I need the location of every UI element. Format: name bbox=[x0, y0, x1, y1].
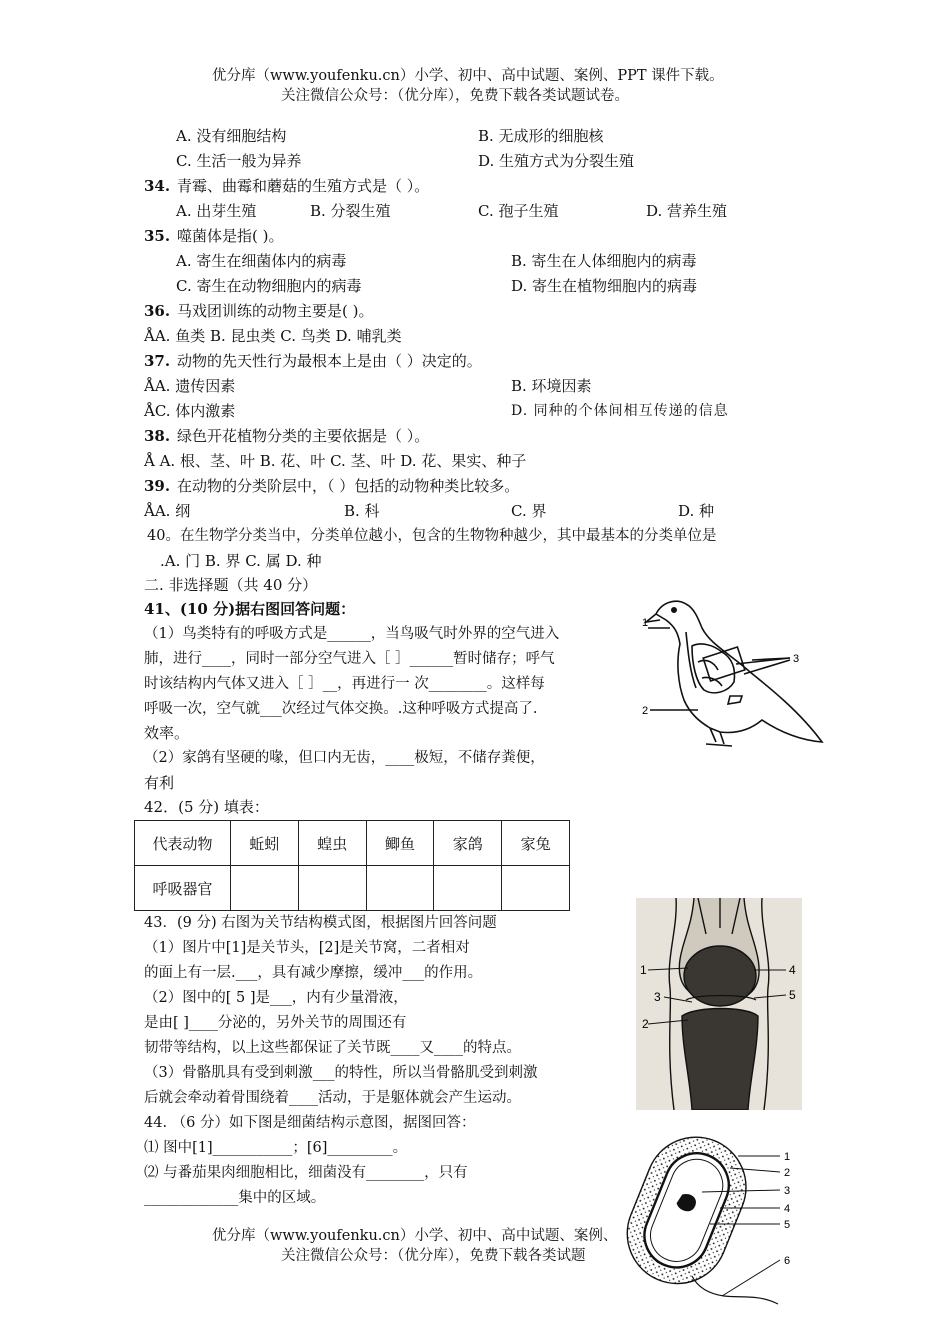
q39-option-d: D. 种 bbox=[678, 502, 715, 520]
q34-option-d: D. 营养生殖 bbox=[646, 202, 728, 220]
table-cell: 家鸽 bbox=[434, 821, 502, 866]
q33-option-c: C. 生活一般为异养 bbox=[176, 152, 302, 170]
table-cell[interactable] bbox=[366, 866, 434, 911]
bacterium-structure-figure bbox=[618, 1128, 800, 1306]
table-row bbox=[135, 821, 570, 866]
table-cell[interactable] bbox=[298, 866, 366, 911]
q40-options: .A. 门 B. 界 C. 属 D. 种 bbox=[160, 552, 322, 570]
q43-line-4: 是由[ ]____分泌的，另外关节的周围还有 bbox=[144, 1015, 407, 1031]
q41-title: 41、(10 分)据右图回答问题： bbox=[144, 600, 356, 618]
q41-line-4: 呼吸一次，空气就___次经过气体交换。.这种呼吸方式提高了. bbox=[144, 701, 538, 717]
q37-option-a: ÅA. 遗传因素 bbox=[144, 377, 236, 395]
q34-option-a: A. 出芽生殖 bbox=[176, 202, 257, 220]
q39-stem: 在动物的分类阶层中，（ ）包括的动物种类比较多。 bbox=[177, 477, 520, 495]
q39-option-c: C. 界 bbox=[511, 502, 547, 520]
q41-line-5: 效率。 bbox=[144, 724, 190, 742]
table-cell: 呼吸器官 bbox=[135, 866, 231, 911]
q33-option-d: D. 生殖方式为分裂生殖 bbox=[478, 152, 635, 170]
q41-line-3: 时该结构内气体又进入［ ］__，再进行一 次________。这样每 bbox=[144, 676, 545, 692]
table-cell[interactable] bbox=[502, 866, 570, 911]
q33-option-a: A. 没有细胞结构 bbox=[176, 127, 287, 145]
bacterium-label-2: 2 bbox=[784, 1167, 791, 1179]
header-line-2: 关注微信公众号：（优分库），免费下载各类试题试卷。 bbox=[281, 88, 629, 104]
pigeon-respiratory-figure bbox=[640, 592, 830, 757]
joint-label-5: 5 bbox=[789, 988, 796, 1002]
section-2-title: 二. 非选择题（共 40 分） bbox=[144, 576, 318, 594]
q44-line-2: ⑵ 与番茄果肉细胞相比，细菌没有________，只有 bbox=[144, 1165, 468, 1181]
q42-title: 42．(5 分) 填表： bbox=[144, 798, 269, 816]
q40-stem: 40。在生物学分类当中，分类单位越小，包含的生物物种越少，其中最基本的分类单位是 bbox=[147, 528, 717, 544]
q43-line-5: 韧带等结构，以上这些都保证了关节既____又____的特点。 bbox=[144, 1040, 521, 1056]
q35-option-a: A. 寄生在细菌体内的病毒 bbox=[176, 252, 347, 270]
q38-stem: 绿色开花植物分类的主要依据是（ ）。 bbox=[177, 427, 430, 445]
joint-label-3: 3 bbox=[654, 990, 661, 1004]
q34-option-c: C. 孢子生殖 bbox=[478, 202, 559, 220]
q36-stem: 马戏团训练的动物主要是( )。 bbox=[177, 302, 374, 320]
q43-line-7: 后就会牵动着骨围绕着____活动，于是躯体就会产生运动。 bbox=[144, 1090, 521, 1106]
q41-line-1: （1）鸟类特有的呼吸方式是______，当鸟吸气时外界的空气进入 bbox=[144, 626, 560, 642]
q41-line-7: 有利 bbox=[144, 774, 175, 792]
q34-number: 34. bbox=[144, 177, 171, 195]
table-cell: 蚯蚓 bbox=[231, 821, 299, 866]
q34-stem: 青霉、曲霉和蘑菇的生殖方式是（ ）。 bbox=[177, 177, 430, 195]
footer-line-1: 优分库（www.youfenku.cn）小学、初中、高中试题、案例、 bbox=[212, 1228, 618, 1244]
q35-number: 35. bbox=[144, 227, 171, 245]
q44-title: 44. （6 分）如下图是细菌结构示意图，据图回答： bbox=[144, 1115, 476, 1131]
bacterium-label-4: 4 bbox=[784, 1203, 791, 1215]
q44-line-3: _____________集中的区域。 bbox=[144, 1190, 326, 1206]
q35-stem: 噬菌体是指( )。 bbox=[177, 227, 284, 245]
q37-stem: 动物的先天性行为最根本上是由（ ）决定的。 bbox=[177, 352, 482, 370]
table-cell[interactable] bbox=[434, 866, 502, 911]
joint-structure-figure bbox=[636, 898, 802, 1110]
q35-option-b: B. 寄生在人体细胞内的病毒 bbox=[511, 252, 697, 270]
q35-option-d: D. 寄生在植物细胞内的病毒 bbox=[511, 277, 698, 295]
bacterium-label-3: 3 bbox=[784, 1185, 791, 1197]
q37-option-b: B. 环境因素 bbox=[511, 377, 592, 395]
pigeon-label-2: 2 bbox=[642, 705, 649, 717]
q43-line-2: 的面上有一层.___，具有减少摩擦，缓冲___的作用。 bbox=[144, 965, 483, 981]
joint-label-4: 4 bbox=[789, 963, 796, 977]
bacterium-label-1: 1 bbox=[784, 1151, 791, 1163]
pigeon-label-1: 1 bbox=[642, 617, 649, 629]
table-cell: 鲫鱼 bbox=[366, 821, 434, 866]
q41-line-6: （2）家鸽有坚硬的喙，但口内无齿，____极短，不储存粪便， bbox=[144, 750, 545, 766]
q38-number: 38. bbox=[144, 427, 171, 445]
q44-line-1: ⑴ 图中[1]___________；[6]_________。 bbox=[144, 1140, 408, 1156]
bacterium-label-5: 5 bbox=[784, 1219, 791, 1231]
respiratory-organ-table bbox=[134, 820, 570, 911]
table-cell: 家兔 bbox=[502, 821, 570, 866]
pigeon-label-3: 3 bbox=[793, 653, 800, 665]
q33-option-b: B. 无成形的细胞核 bbox=[478, 127, 604, 145]
q43-title: 43．(9 分) 右图为关节结构模式图，根据图片回答问题 bbox=[144, 915, 497, 931]
q36-number: 36. bbox=[144, 302, 171, 320]
q34-option-b: B. 分裂生殖 bbox=[310, 202, 391, 220]
footer-line-2: 关注微信公众号：（优分库），免费下载各类试题 bbox=[281, 1248, 586, 1264]
q43-line-6: （3）骨骼肌具有受到刺激___的特性，所以当骨骼肌受到刺激 bbox=[144, 1065, 538, 1081]
q43-line-3: （2）图中的[ 5 ]是___，内有少量滑液， bbox=[144, 990, 408, 1006]
table-cell: 蝗虫 bbox=[298, 821, 366, 866]
q39-number: 39. bbox=[144, 477, 171, 495]
table-row bbox=[135, 866, 570, 911]
q35-option-c: C. 寄生在动物细胞内的病毒 bbox=[176, 277, 362, 295]
table-cell[interactable] bbox=[231, 866, 299, 911]
joint-label-1: 1 bbox=[640, 963, 647, 977]
q38-options: Å A. 根、茎、叶 B. 花、叶 C. 茎、叶 D. 花、果实、种子 bbox=[144, 452, 527, 470]
q36-options: ÅA. 鱼类 B. 昆虫类 C. 鸟类 D. 哺乳类 bbox=[144, 327, 402, 345]
q37-number: 37. bbox=[144, 352, 171, 370]
q41-line-2: 肺，进行____，同时一部分空气进入［ ］______暂时储存；呼气 bbox=[144, 651, 555, 667]
joint-label-2: 2 bbox=[642, 1017, 649, 1031]
bacterium-label-6: 6 bbox=[784, 1255, 791, 1267]
q37-option-d: D. 同种的个体间相互传递的信息 bbox=[511, 403, 729, 419]
q39-option-b: B. 科 bbox=[344, 502, 380, 520]
header-line-1: 优分库（www.youfenku.cn）小学、初中、高中试题、案例、PPT 课件下载。 bbox=[212, 68, 724, 84]
q39-option-a: ÅA. 纲 bbox=[144, 502, 191, 520]
q37-option-c: ÅC. 体内激素 bbox=[144, 402, 236, 420]
table-cell: 代表动物 bbox=[135, 821, 231, 866]
q43-line-1: （1）图片中[1]是关节头，[2]是关节窝，二者相对 bbox=[144, 940, 470, 956]
